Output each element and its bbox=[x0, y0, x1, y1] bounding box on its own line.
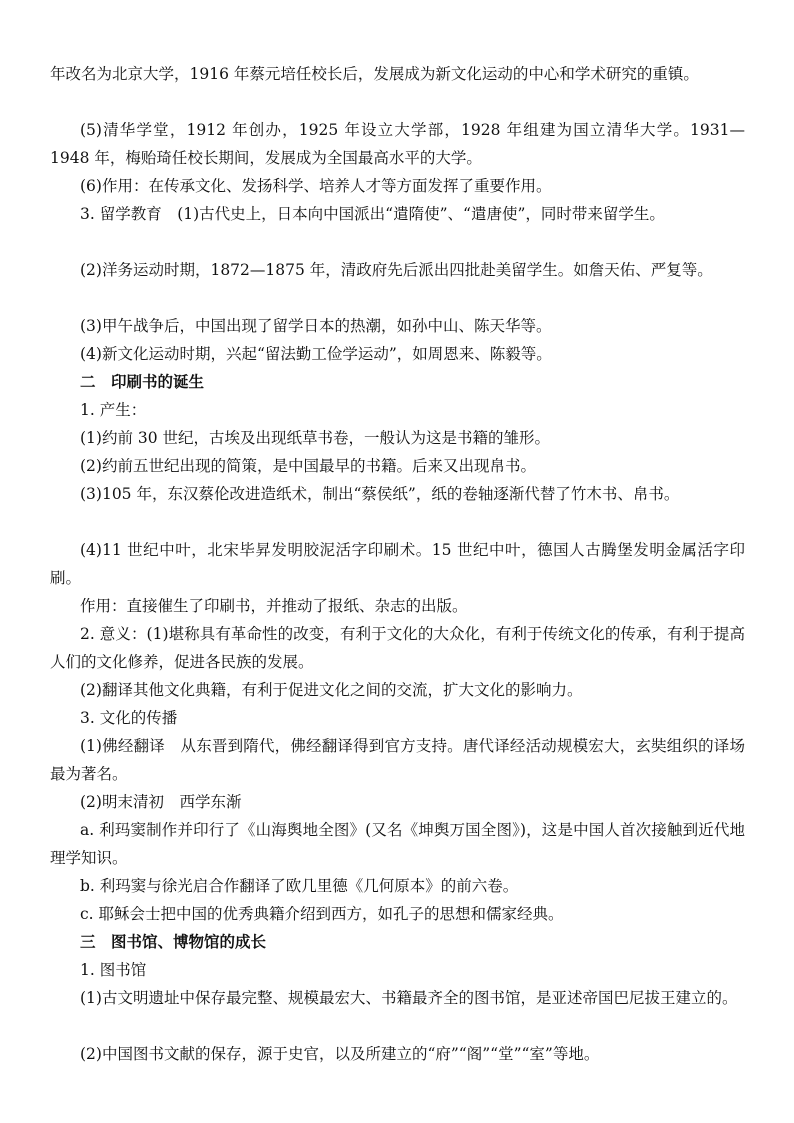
paragraph-printing-effect: 作用：直接催生了印刷书，并推动了报纸、杂志的出版。 bbox=[80, 597, 468, 615]
paragraph-new-culture: (4)新文化运动时期，兴起“留法勤工俭学运动”，如周恩来、陈毅等。 bbox=[80, 345, 552, 363]
paragraph-culture-spread-title: 3. 文化的传播 bbox=[80, 709, 178, 727]
paragraph-cai-lun: (3)105 年，东汉蔡伦改进造纸术，制出“蔡侯纸”，纸的卷轴逐渐代替了竹木书、帛书。 bbox=[80, 485, 680, 503]
paragraph-jesuits: c. 耶稣会士把中国的优秀典籍介绍到西方，如孔子的思想和儒家经典。 bbox=[80, 905, 564, 923]
paragraph-translation: (2)翻译其他文化典籍，有利于促进文化之间的交流，扩大文化的影响力。 bbox=[80, 681, 583, 699]
paragraph-western-learning: (2)明末清初 西学东渐 bbox=[80, 793, 242, 811]
section-heading-printing: 二 印刷书的诞生 bbox=[80, 372, 205, 391]
paragraph-sino-japanese-war: (3)甲午战争后，中国出现了留学日本的热潮，如孙中山、陈天华等。 bbox=[80, 317, 552, 335]
paragraph-peking-university: 年改名为北京大学，1916 年蔡元培任校长后，发展成为新文化运动的中心和学术研究的重镇。 bbox=[50, 65, 699, 83]
paragraph-westernization: (2)洋务运动时期，1872—1875 年，清政府先后派出四批赴美留学生。如詹天佑、严复等。 bbox=[80, 261, 713, 279]
paragraph-bamboo-slips: (2)约前五世纪出现的简策，是中国最早的书籍。后来又出现帛书。 bbox=[80, 457, 536, 475]
paragraph-origin-title: 1. 产生： bbox=[80, 401, 147, 419]
paragraph-buddhist-sutras: (1)佛经翻译 从东晋到隋代，佛经翻译得到官方支持。唐代译经活动规模宏大，玄奘组织的译场最为著名。 bbox=[50, 737, 745, 783]
paragraph-library-title: 1. 图书馆 bbox=[80, 961, 147, 979]
paragraph-papyrus: (1)约前 30 世纪，古埃及出现纸草书卷，一般认为这是书籍的雏形。 bbox=[80, 429, 551, 447]
section-heading-libraries: 三 图书馆、博物馆的成长 bbox=[80, 932, 267, 951]
paragraph-significance: 2. 意义：(1)堪称具有革命性的改变，有利于文化的大众化，有利于传统文化的传承，有利于提高人们的文化修养，促进各民族的发展。 bbox=[50, 625, 745, 671]
paragraph-function: (6)作用：在传承文化、发扬科学、培养人才等方面发挥了重要作用。 bbox=[80, 177, 552, 195]
paragraph-study-abroad: 3. 留学教育 (1)古代史上，日本向中国派出“遣隋使”、“遣唐使”，同时带来留学生。 bbox=[80, 205, 665, 223]
paragraph-assyrian-library: (1)古文明遗址中保存最完整、规模最宏大、书籍最齐全的图书馆，是亚述帝国巴尼拔王建立的。 bbox=[80, 989, 738, 1007]
paragraph-tsinghua: (5)清华学堂，1912 年创办，1925 年设立大学部，1928 年组建为国立清华大学。1931—1948 年，梅贻琦任校长期间，发展成为全国最高水平的大学。 bbox=[50, 121, 745, 167]
paragraph-euclid: b. 利玛窦与徐光启合作翻译了欧几里德《几何原本》的前六卷。 bbox=[80, 877, 519, 895]
paragraph-movable-type: (4)11 世纪中叶，北宋毕昇发明胶泥活字印刷术。15 世纪中叶，德国人古腾堡发明金属活字印刷。 bbox=[50, 541, 745, 587]
paragraph-chinese-archives: (2)中国图书文献的保存，源于史官，以及所建立的“府”“阁”“堂”“室”等地。 bbox=[80, 1045, 600, 1063]
paragraph-ricci-map: a. 利玛窦制作并印行了《山海舆地全图》(又名《坤舆万国全图》)，这是中国人首次接触到近代地理学知识。 bbox=[50, 821, 745, 867]
